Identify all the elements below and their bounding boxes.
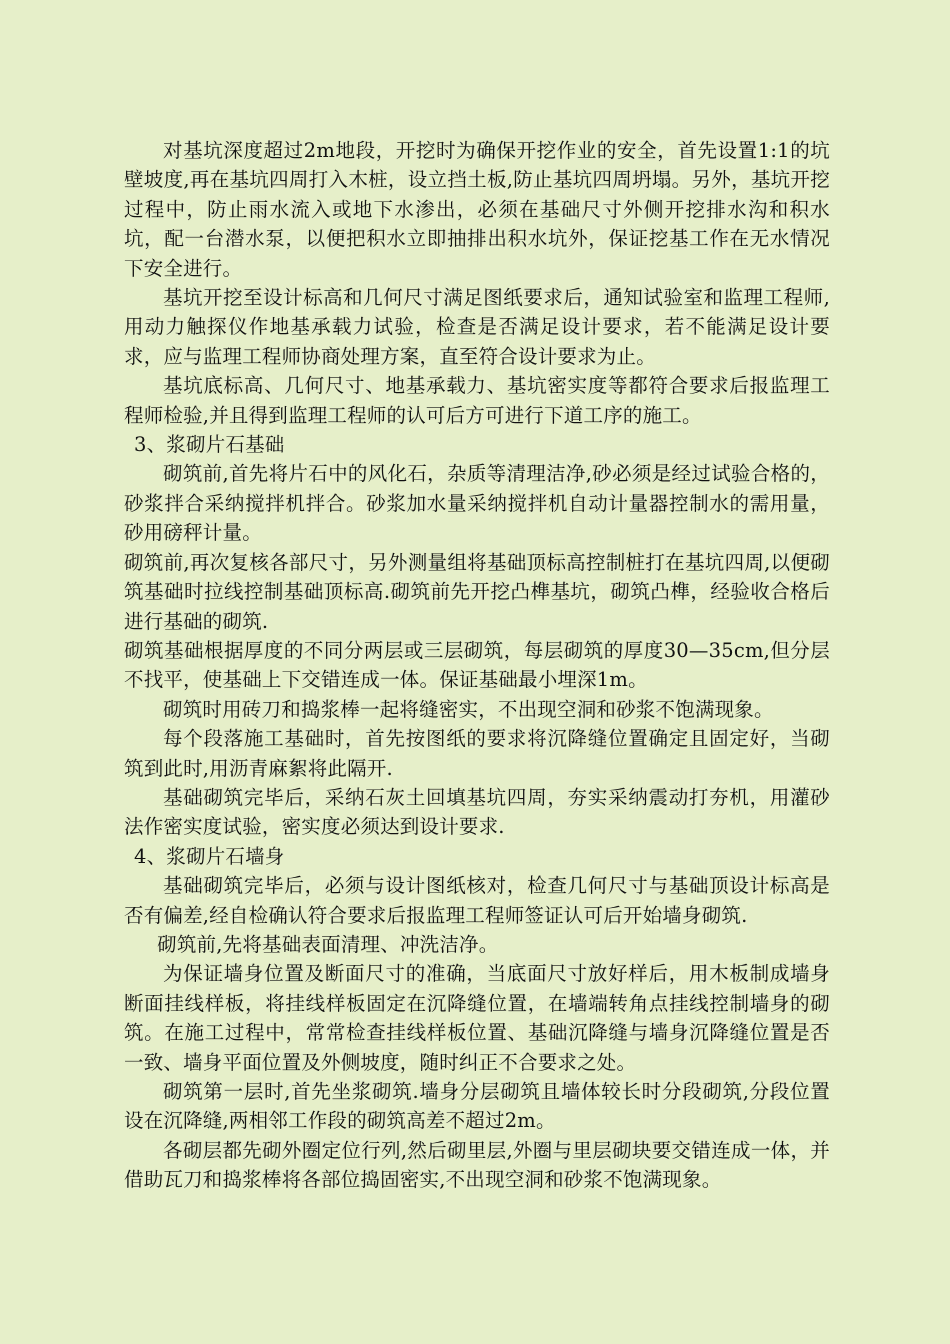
- paragraph: 砌筑时用砖刀和捣浆棒一起将缝密实，不出现空洞和砂浆不饱满现象。: [163, 697, 774, 721]
- paragraph: 基础砌筑完毕后，必须与设计图纸核对，检查几何尺寸与基础顶设计标高是否有偏差,经自检确认符合要求后报监理工程师签证认可后开始墙身砌筑.: [124, 874, 830, 927]
- paragraph: 基坑底标高、几何尺寸、地基承载力、基坑密实度等都符合要求后报监理工程师检验,并且得到监理工程师的认可后方可进行下道工序的施工。: [124, 374, 830, 427]
- paragraph: 每个段落施工基础时，首先按图纸的要求将沉降缝位置确定且固定好，当砌筑到此时,用沥青麻絮将此隔开.: [124, 727, 830, 780]
- paragraph: 砌筑基础根据厚度的不同分两层或三层砌筑，每层砌筑的厚度30—35cm,但分层不找平，使基础上下交错连成一体。保证基础最小埋深1m。: [124, 638, 830, 692]
- document-body: [124, 136, 830, 1195]
- paragraph: 对基坑深度超过2m地段，开挖时为确保开挖作业的安全，首先设置1:1的坑壁坡度,再在基坑四周打入木桩，设立挡土板,防止基坑四周坍塌。另外，基坑开挖过程中，防止雨水流入或地下水渗出，必须在基础尺寸外侧开挖排水沟和积水坑，配一台潜水泵，以便把积水立即抽排出积水坑外，保证挖基工作在无水情况下安全进行。: [124, 139, 830, 280]
- paragraph: 基坑开挖至设计标高和几何尺寸满足图纸要求后，通知试验室和监理工程师,用动力触探仪作地基承载力试验，检查是否满足设计要求，若不能满足设计要求，应与监理工程师协商处理方案，直至符合设计要求为止。: [124, 286, 830, 368]
- section-heading: 4、浆砌片石墙身: [134, 844, 285, 868]
- paragraph: 砌筑前,再次复核各部尺寸，另外测量组将基础顶标高控制桩打在基坑四周,以便砌筑基础时拉线控制基础顶标高.砌筑前先开挖凸榫基坑，砌筑凸榫，经验收合格后进行基础的砌筑.: [124, 550, 830, 633]
- paragraph: 各砌层都先砌外圈定位行列,然后砌里层,外圈与里层砌块要交错连成一体，并借助瓦刀和捣浆棒将各部位捣固密实,不出现空洞和砂浆不饱满现象。: [124, 1138, 830, 1192]
- paragraph: 砌筑第一层时,首先坐浆砌筑.墙身分层砌筑且墙体较长时分段砌筑,分段位置设在沉降缝,两相邻工作段的砌筑高差不超过2m。: [124, 1080, 830, 1133]
- paragraph: 砌筑前,首先将片石中的风化石，杂质等清理洁净,砂必须是经过试验合格的，砂浆拌合采纳搅拌机拌合。砂浆加水量采纳搅拌机自动计量器控制水的需用量，砂用磅秤计量。: [124, 462, 830, 545]
- section-heading: 3、浆砌片石基础: [134, 433, 285, 457]
- paragraph: 为保证墙身位置及断面尺寸的准确，当底面尺寸放好样后，用木板制成墙身断面挂线样板，将挂线样板固定在沉降缝位置，在墙端转角点挂线控制墙身的砌筑。在施工过程中，常常检查挂线样板位置、基础沉降缝与墙身沉降缝位置是否一致、墙身平面位置及外侧坡度，随时纠正不合要求之处。: [124, 962, 830, 1074]
- paragraph: 基础砌筑完毕后，采纳石灰土回填基坑四周，夯实采纳震动打夯机，用灌砂法作密实度试验，密实度必须达到设计要求.: [124, 785, 830, 839]
- paragraph: 砌筑前,先将基础表面清理、冲洗洁净。: [157, 932, 499, 956]
